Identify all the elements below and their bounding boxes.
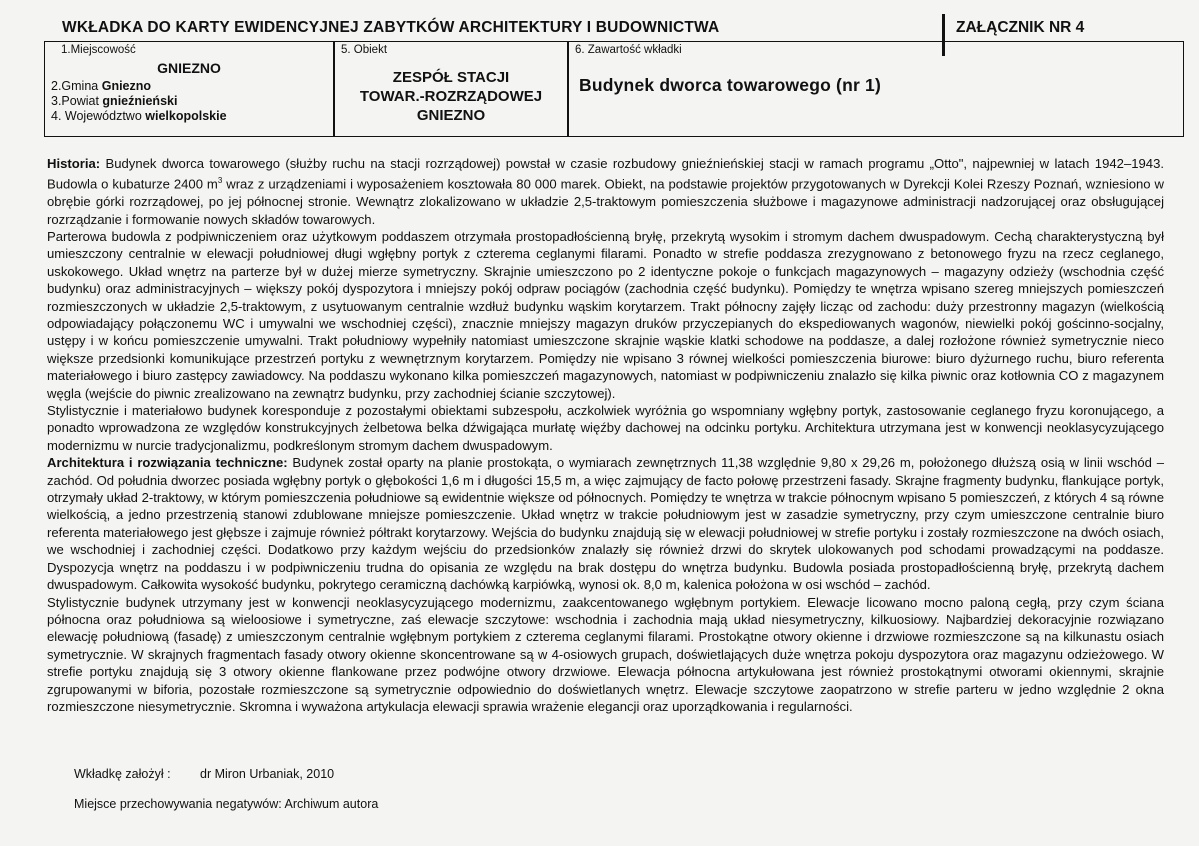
- storage-note: Miejsce przechowywania negatywów: Archiwum autora: [74, 797, 379, 811]
- architecture-heading: Architektura i rozwiązania techniczne:: [47, 455, 288, 471]
- architecture-text: Budynek został oparty na planie prostokąta, o wymiarach zewnętrznych 11,38 względnie 9,80 x 29,26 m, położonego dłuższą osią w linii wschód – zachód. Od południa dworzec posiada wgłębny portyk o głębokości 1,6 m i długości 15,5 m, a więc zajmujący de facto połowę przestrzeni fasady. Skrajne fragmenty budynku, flankujące portyk, otrzymały układ 2-traktowy, w którym pomieszczenia południowe są ewidentnie większe od północnych. Pomiędzy te wnętrza w trakcie północnym wpisano 5 pomieszczeń, z których 4 są równe wielkością, a jedno przestrzenią stanowi zdublowane mniejsze pomieszczenie. Układ wnętrz w trakcie południowym jest w zasadzie symetryczny, przy czym umieszczone centralnie biuro referenta materiałowego jest głębsze i zajmuje również półtrakt korytarzowy. Wejścia do budynku znajdują się w elewacji południowej w strefie portyku i zostały rozmieszczone na dwóch osiach, we wschodniej i zachodniej części. Dodatkowo przy każdym wejściu do przedsionków znalazły się również drzwi do skrytek ulokowanych pod schodami prowadzącymi na poddasze. Dyspozycja wnętrz na poddaszu i w podpiwniczeniu trudna do opisania ze względu na brak dostępu do wnętrza budynku. Budowla posiada prostopadłościenną bryłę, przekrytą dachem dwuspadowym. Całkowita wysokość budynku, pokrytego ceramiczną dachówką karpiówką, wynosi ok. 8,0 m, kalenica położona w osi wschód – zachód.: [47, 455, 1164, 593]
- architecture-paragraph: [47, 454, 1164, 593]
- contents-label: 6. Zawartość wkładki: [575, 44, 682, 56]
- location-cell: [45, 42, 335, 136]
- document-body: [47, 155, 1164, 715]
- author-value: dr Miron Urbaniak, 2010: [200, 767, 335, 781]
- history-text-a: Budynek dworca towarowego (służby ruchu na stacji rozrządowej) powstał w czasie rozbudowy gnieźnieńskiej stacji w ramach programu „Otto", najpewniej w latach 1942–1943. Budowla o kubaturze 2400 m: [47, 156, 1164, 192]
- elevation-paragraph: Stylistycznie budynek utrzymany jest w konwencji neoklasycyzującego modernizmu, zaakcentowanego wgłębnym portykiem. Elewacje licowano mocno paloną cegłą, przy czym ściana północna oraz południowa są wieloosiowe i symetryczne, zaś elewacje szczytowe: wschodnia i zachodnia mają układ niesymetryczny, kilkuosiowy. Najbardziej dekoracyjnie rozwiązano elewację południową (fasadę) z umieszczonym centralnie wgłębnym portykiem z czterema ceglanymi filarami. Prostokątne otwory okienne i drzwiowe rozmieszczone są na kilkunastu osiach symetrycznie. W skrajnych fragmentach fasady otwory okienne skoncentrowane są w 4-osiowych grupach, doświetlających duże wnętrza pokoju dyspozytora oraz magazynu odzieżowego. W strefie portyku znajdują się 3 otwory okienne flankowane przez podwójne otwory drzwiowe. Elewacja północna artykułowana jest również prostokątnymi otworami okiennymi, skrajnie zgrupowanymi w biforia, pozostałe rozmieszczone są symetrycznie odpowiednio do doświetlanych wnętrz. Elewacje szczytowe zaopatrzono w strefie parteru w jedno względnie 2 okna rozmieszczone niesymetrycznie. Skromna i wyważona artykulacja elewacji sprawia wrażenie elegancji oraz uporządkowania i regularności.: [47, 594, 1164, 714]
- contents-cell: [569, 42, 1183, 136]
- powiat-value: gnieźnieński: [102, 94, 178, 108]
- gmina-value: Gniezno: [101, 79, 152, 93]
- voivodeship-value: wielkopolskie: [145, 109, 227, 123]
- cubic-superscript: 3: [217, 176, 223, 186]
- history-heading: Historia:: [47, 156, 101, 171]
- voivodeship-line: [51, 109, 227, 123]
- powiat-label: 3.Powiat: [51, 94, 103, 108]
- document-header: [44, 17, 1184, 41]
- document-title: WKŁADKA DO KARTY EWIDENCYJNEJ ZABYTKÓW ARCHITEKTURY I BUDOWNICTWA: [62, 19, 720, 36]
- voivodeship-label: 4. Województwo: [51, 109, 146, 123]
- contents-value: Budynek dworca towarowego (nr 1): [579, 75, 881, 95]
- object-line-1: ZESPÓŁ STACJI: [392, 69, 510, 86]
- object-name: [335, 68, 567, 125]
- object-line-2: TOWAR.-ROZRZĄDOWEJ: [359, 88, 543, 105]
- object-line-3: GNIEZNO: [416, 107, 486, 124]
- author-label: Wkładkę założył :: [74, 767, 171, 781]
- info-table: [44, 41, 1184, 137]
- history-text-b: wraz z urządzeniami i wyposażeniem kosztowała 80 000 marek. Obiekt, na podstawie projektów przygotowanych w Dyrekcji Kolei Rzeszy Poznań, wzniesiono w obrębie górki rozrządowej, po jej północnej stronie. Wewnątrz zlokalizowano w układzie 2,5-traktowym pomieszczenia służbowe i magazynowe administracji nadzorującej oraz obsługującej rozrządzanie i formowanie nowych składów towarowych.: [47, 176, 1164, 227]
- location-label: 1.Miejscowość: [61, 44, 136, 56]
- object-cell: [335, 42, 569, 136]
- city-name: GNIEZNO: [157, 60, 221, 76]
- layout-paragraph: Parterowa budowla z podpiwniczeniem oraz użytkowym poddaszem otrzymała prostopadłościenną bryłę, przekrytą wysokim i stromym dachem dwuspadowym. Cechą charakterystyczną był umieszczony centralnie w elewacji południowej długi wgłębny portyk z czterema ceglanymi filarami. Ponadto w strefie poddasza zrezygnowano z betonowego fryzu na rzecz ceglanego, uskokowego. Układ wnętrz na parterze był w dużej mierze symetryczny. Skrajnie umieszczono po 2 identyczne pokoje o funkcjach magazynowych – magazyny odzieży (wschodnia część budynku) oraz administracyjnych – większy pokój dyspozytora i mniejszy pokój odpraw pociągów (zachodnia część budynku). Pomiędzy te wnętrza wpisano szereg mniejszych pomieszczeń rozmieszczonych w układzie 2,5-traktowym, z usytuowanym centralnie wzdłuż budynku wąskim korytarzem. Trakt północny zajęły licząc od zachodu: duży przestronny magazyn (wielkością odpowiadający połączonemu WC i umywalni we wschodniej części), znacznie mniejszy magazyn druków przyczepianych do ekspediowanych wagonów, niewielki pokój gościnno-socjalny, ustępy i w końcu pomieszczenie umywalni. Trakt południowy wypełniły natomiast umieszczone skrajnie wąskie klatki schodowe na poddasze, a dalej rozłożone również symetrycznie nieco większe przedsionki komunikujące przestrzeń portyku z wewnętrznym korytarzem. Pomiędzy nie wpisano 3 równej wielkości pomieszczenia biurowe: biuro dyżurnego ruchu, biuro referenta materiałowego i biuro zastępcy zawiadowcy. Na poddaszu wykonano kilka pomieszczeń magazynowych, natomiast w podpiwniczeniu znalazło się kilka piwnic oraz kotłownia CO z magazynem węgla (wejście do piwnic zrealizowano na zewnątrz budynku, przy zachodniej ścianie szczytowej).: [47, 228, 1164, 401]
- gmina-line: [51, 79, 151, 93]
- annex-number: ZAŁĄCZNIK NR 4: [956, 19, 1085, 36]
- style-paragraph: Stylistycznie i materiałowo budynek koresponduje z pozostałymi obiektami subzespołu, aczkolwiek wyróżnia go wspomniany wgłębny portyk, zastosowanie ceglanego fryzu koronującego, a ponadto wprowadzona ze względów konstrukcyjnych żelbetowa belka dźwigająca murłatę więźby dachowej na odcinku portyku. Architektura utrzymana jest w konwencji neoklasycyzującego modernizmu w nurcie tradycjonalizmu, podkreślonym stromym dachem dwuspadowym.: [47, 403, 1164, 453]
- object-label: 5. Obiekt: [341, 44, 388, 56]
- gmina-label: 2.Gmina: [51, 79, 102, 93]
- powiat-line: [51, 94, 177, 108]
- history-paragraph: [47, 155, 1164, 228]
